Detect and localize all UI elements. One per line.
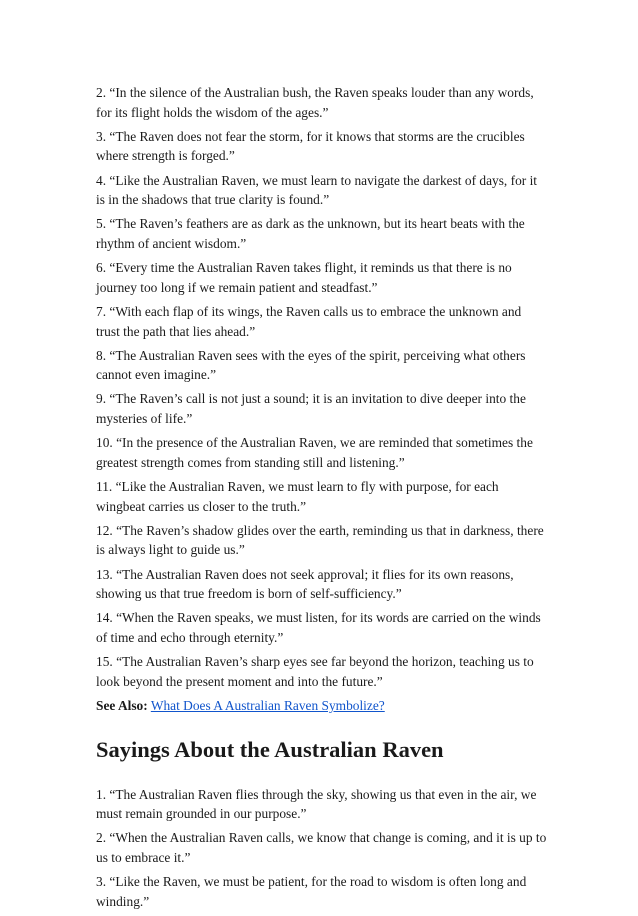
quote-item: 13. “The Australian Raven does not seek approval; it flies for its own reasons, showing us that true freedom is born of self-sufficiency.” — [96, 566, 514, 602]
saying-item: 2. “When the Australian Raven calls, we know that change is coming, and it is up to us to embrace it.” — [96, 830, 547, 865]
see-also-label: See Also: — [96, 697, 148, 713]
quote-item: 10. “In the presence of the Australian Raven, we are reminded that sometimes the greatest strength comes from standing still and listening.” — [96, 435, 533, 470]
quote-item: 14. “When the Raven speaks, we must listen, for its words are carried on the winds of time and echo through eternity.” — [96, 610, 541, 645]
document-page — [96, 83, 548, 916]
quotes-list — [96, 83, 548, 691]
section-heading: Sayings About the Australian Raven — [96, 736, 444, 762]
quote-item: 8. “The Australian Raven sees with the eyes of the spirit, perceiving what others cannot even imagine.” — [96, 347, 526, 383]
quote-item: 12. “The Raven’s shadow glides over the earth, reminding us that in darkness, there is always light to guide us.” — [96, 522, 544, 558]
quote-item: 9. “The Raven’s call is not just a sound; it is an invitation to dive deeper into the mysteries of life.” — [96, 391, 526, 427]
quote-item: 6. “Every time the Australian Raven takes flight, it reminds us that there is no journey too long if we remain patient and steadfast.” — [96, 260, 512, 295]
quote-item: 7. “With each flap of its wings, the Raven calls us to embrace the unknown and trust the path that lies ahead.” — [96, 303, 522, 339]
quote-item: 3. “The Raven does not fear the storm, for it knows that storms are the crucibles where strength is forged.” — [96, 128, 525, 164]
quote-item: 4. “Like the Australian Raven, we must learn to navigate the darkest of days, for it is in the shadows that true clarity is found.” — [96, 172, 538, 208]
quote-item: 2. “In the silence of the Australian bush, the Raven speaks louder than any words, for its flight holds the wisdom of the ages.” — [96, 85, 534, 120]
quote-item: 5. “The Raven’s feathers are as dark as the unknown, but its heart beats with the rhythm of ancient wisdom.” — [96, 216, 525, 251]
sayings-list — [96, 785, 548, 912]
quote-item: 11. “Like the Australian Raven, we must learn to fly with purpose, for each wingbeat carries us closer to the truth.” — [96, 479, 499, 514]
saying-item: 3. “Like the Raven, we must be patient, for the road to wisdom is often long and winding.” — [96, 874, 527, 909]
see-also-link[interactable]: What Does A Australian Raven Symbolize? — [150, 697, 385, 713]
see-also — [96, 696, 548, 716]
saying-item: 1. “The Australian Raven flies through the sky, showing us that even in the air, we must remain grounded in our purpose.” — [96, 786, 537, 822]
quote-item: 15. “The Australian Raven’s sharp eyes see far beyond the horizon, teaching us to look beyond the present moment and into the future.” — [96, 654, 534, 689]
